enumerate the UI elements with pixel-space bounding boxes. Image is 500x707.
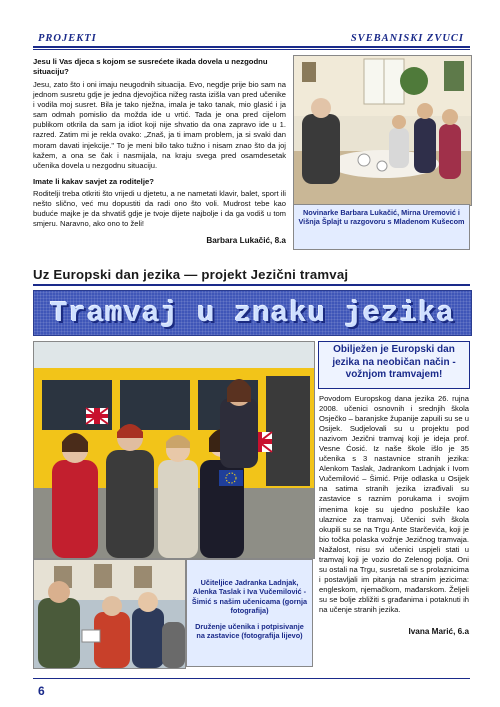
tram-photo-illustration [34,342,314,558]
interview-photo-caption: Novinarke Barbara Lukačić, Mirna Uremović i Višnja Šplajt u razgovoru s Mladenom Kušecom [298,208,465,227]
header-section-label: PROJEKTI [38,33,97,44]
interview-photo [293,55,472,206]
interview-column [33,57,286,245]
interview-question-1: Jesu li Vas djeca s kojom se susrećete ikada dovela u nezgodnu situaciju? [33,57,268,76]
header-divider [33,46,470,48]
photo-captions-box [186,559,313,667]
article-banner-title: Tramvaj u znaku jezika [50,297,455,330]
interview-answer-2: Roditelji treba otkriti što vrijedi u djetetu, a ne nametati klavir, balet, sport ili nešto slično, već mu dopustiti da radi ono što voli. Mudrost tebe kao buduće majke je da shvatiš gdje je tvoje dijete najbolje i da ga vodiš u tom smjeru. Naravno, ako ono to želi! [33,188,286,229]
interview-byline: Barbara Lukačić, 8.a [206,236,286,246]
article-body-text: Povodom Europskog dana jezika 26. rujna 2008. učenici osnovnih i srednjih škola Osječko – baranjske županije zapuili su se u Osijek. Sudjelovali su u projektu pod nazivom Jezični tramvaj koji je ideja prof. Vesne Ćosić. Iz naše škole išlo je 35 učenika s 3 nastavnice stranih jezika: Alenkom Taslak, Jadrankom Ladnjak i Ivom Vučemilović – Šimić. Prije odlaska u Osijek na satima stranih jezika izrađivali su zastavice s raznim porukama i svojim imenima koje su ujedno poslužile kao ulaznice za tramvaj. Učenici svih škola okupili su se na Trgu Ante Starčevića, koji je bio točka polaska vožnje Jezičnog tramvaja. Nažalost, nisu svi učenici uspjeli stati u tramvaj koji je vozio do Zelenog polja. Oni su ostali na Trgu, susretali se s prolaznicima i postavljali im pitanja na stranim jezicima: engleskom, njemačkom, mađarskom. Željeli su se bolje zbližiti s građanima i potaknuti ih na učenje stranih jezika. [319,394,469,614]
interview-question-2: Imate li kakav savjet za roditelje? [33,176,154,186]
article-lead-text: Obilježen je Europski dan jezika na neobičan način - vožnjom tramvajem! [332,344,456,380]
left-photo-caption: Druženje učenika i potpisivanje na zastavice (fotografija lijevo) [195,622,304,641]
article-banner [33,290,472,336]
header-divider-thin [33,49,470,50]
interview-answer-1: Jesu, zato što i oni imaju neugodnih situacija. Evo, negdje prije bio sam na jednom susretu gdje je jedna djevojčica nižeg rasta izišla van pred učenike i vodila moj susret. Bila je tako nježna, imala je tako tanak, mio glasić i ja sam odmah pomislio da možda ide u vrtić. Tada je ona pred cijelom publikom otkrila da sam ja idiot koji nije shvatio da ona zapravo ide u 1. razred. Zatim mi je rekla ovako: „Znaš, ja ti imam problem, ja si svaki dan moram davati injekcije." To je meni bilo tako tužno i nisam znao što da joj kažem, a ona se čak i nasmijala, na kraju svega pred osamdesetak učenika dovela u nezgodnu situaciju. [33,80,286,170]
article-body [319,394,469,637]
footer-divider [33,678,470,679]
article-byline: Ivana Marić, 6.a [408,627,469,637]
page-number: 6 [38,684,45,698]
article-lead-box [318,341,470,389]
street-photo [33,559,186,669]
section-title: Uz Europski dan jezika — projekt Jezični tramvaj [33,267,349,282]
interview-photo-caption-box [293,204,470,250]
upper-photo-caption: Učiteljice Jadranka Ladnjak, Alenka Taslak i Iva Vučemilović - Šimić s našim učenicama (gornja fotografija) [191,578,308,615]
section-divider [33,284,470,286]
interview-photo-illustration [294,56,471,205]
tram-photo [33,341,315,559]
street-photo-illustration [34,560,185,668]
header-magazine-title: SVEBANISKI ZVUCI [350,33,464,44]
